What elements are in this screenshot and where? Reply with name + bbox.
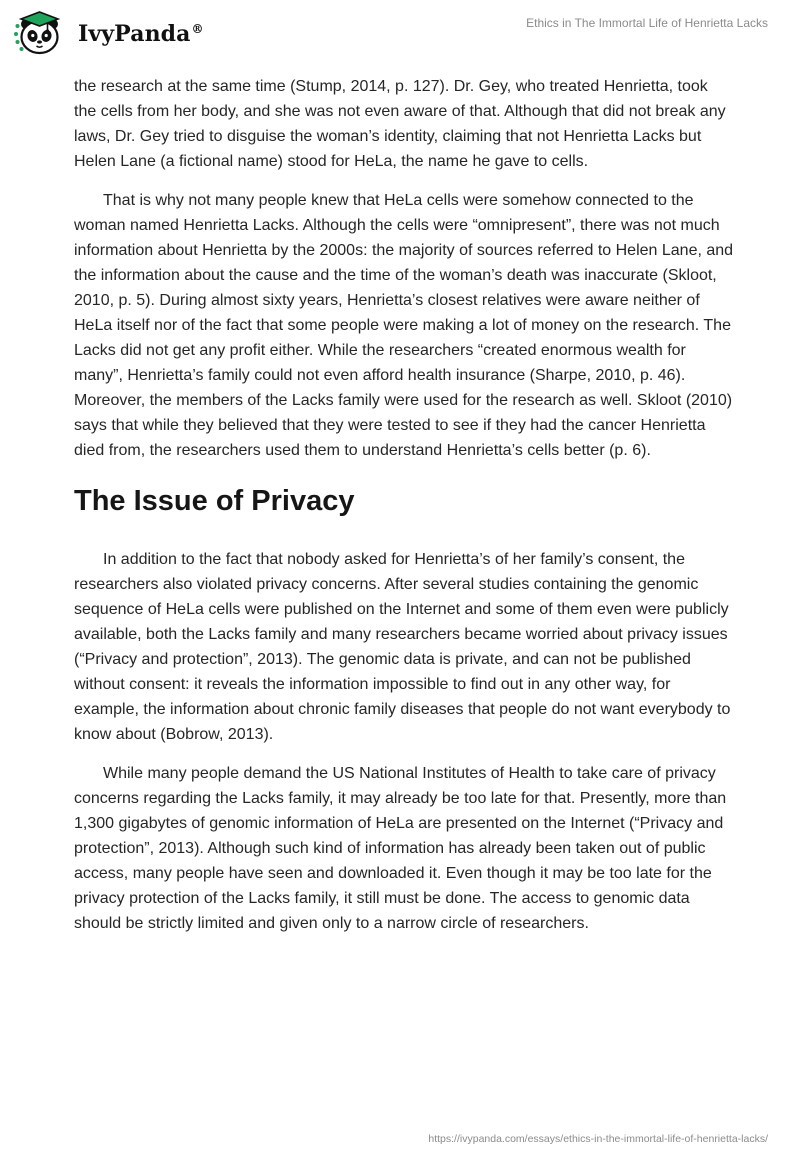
section-heading: The Issue of Privacy — [74, 485, 355, 517]
registered-mark: ® — [191, 21, 204, 36]
panda-graduation-cap-logo-icon — [14, 8, 74, 60]
logo-text — [78, 21, 204, 47]
paragraph-hela-identity: That is why not many people knew that HeLa cells were somehow connected to the woman named Henrietta Lacks. Although the cells were “omnipresent”, there was not much information about Henrietta by the 2000s: the majority of sources referred to Helen Lane, and the information about the cause and the time of the woman’s death was inaccurate (Skloot, 2010, p. 5). During almost sixty years, Henrietta’s closest relatives were aware neither of HeLa itself nor of the fact that some people were making a lot of money on the research. The Lacks did not get any profit either. While the researchers “created enormous wealth for many”, Henrietta’s family could not even afford health insurance (Sharpe, 2010, p. 46). Moreover, the members of the Lacks family were used for the research as well. Skloot (2010) says that while they believed that they were tested to see if they had the cancer Henrietta died from, the researchers used them to understand Henrietta’s cells better (p. 6). — [74, 192, 734, 459]
paragraph-privacy-concerns: In addition to the fact that nobody asked for Henrietta’s of her family’s consent, the researchers also violated privacy concerns. After several studies containing the genomic sequence of HeLa cells were published on the Internet and some of them even were publicly available, both the Lacks family and many researchers became worried about privacy issues (“Privacy and protection”, 2013). The genomic data is private, and can not be published without consent: it reveals the information impossible to find out in any other way, for example, the information about chronic family diseases that people do not want everybody to know about (Bobrow, 2013). — [74, 551, 731, 743]
source-url[interactable]: https://ivypanda.com/essays/ethics-in-the-immortal-life-of-henrietta-lacks/ — [428, 1133, 768, 1145]
document-title: Ethics in The Immortal Life of Henrietta Lacks — [526, 16, 768, 30]
essay-content — [74, 74, 734, 950]
paragraph-genomic-data-access: While many people demand the US National Institutes of Health to take care of privacy concerns regarding the Lacks family, it may already be too late for that. Presently, more than 1,300 gigabytes of genomic information of HeLa are presented on the Internet (“Privacy and protection”, 2013). Although such kind of information has already been taken out of public access, many people have seen and downloaded it. Even though it may be too late for the privacy protection of the Lacks family, it still must be done. The access to genomic data should be strictly limited and given only to a narrow circle of researchers. — [74, 765, 727, 932]
ivypanda-logo[interactable] — [14, 8, 224, 60]
page-header — [0, 0, 800, 64]
paragraph-continuation: the research at the same time (Stump, 2014, p. 127). Dr. Gey, who treated Henrietta, took the cells from her body, and she was not even aware of that. Although that did not break any laws, Dr. Gey tried to disguise the woman’s identity, claiming that not Henrietta Lacks but Helen Lane (a fictional name) stood for HeLa, the name he gave to cells. — [74, 78, 726, 170]
brand-name: IvyPanda — [78, 21, 191, 47]
